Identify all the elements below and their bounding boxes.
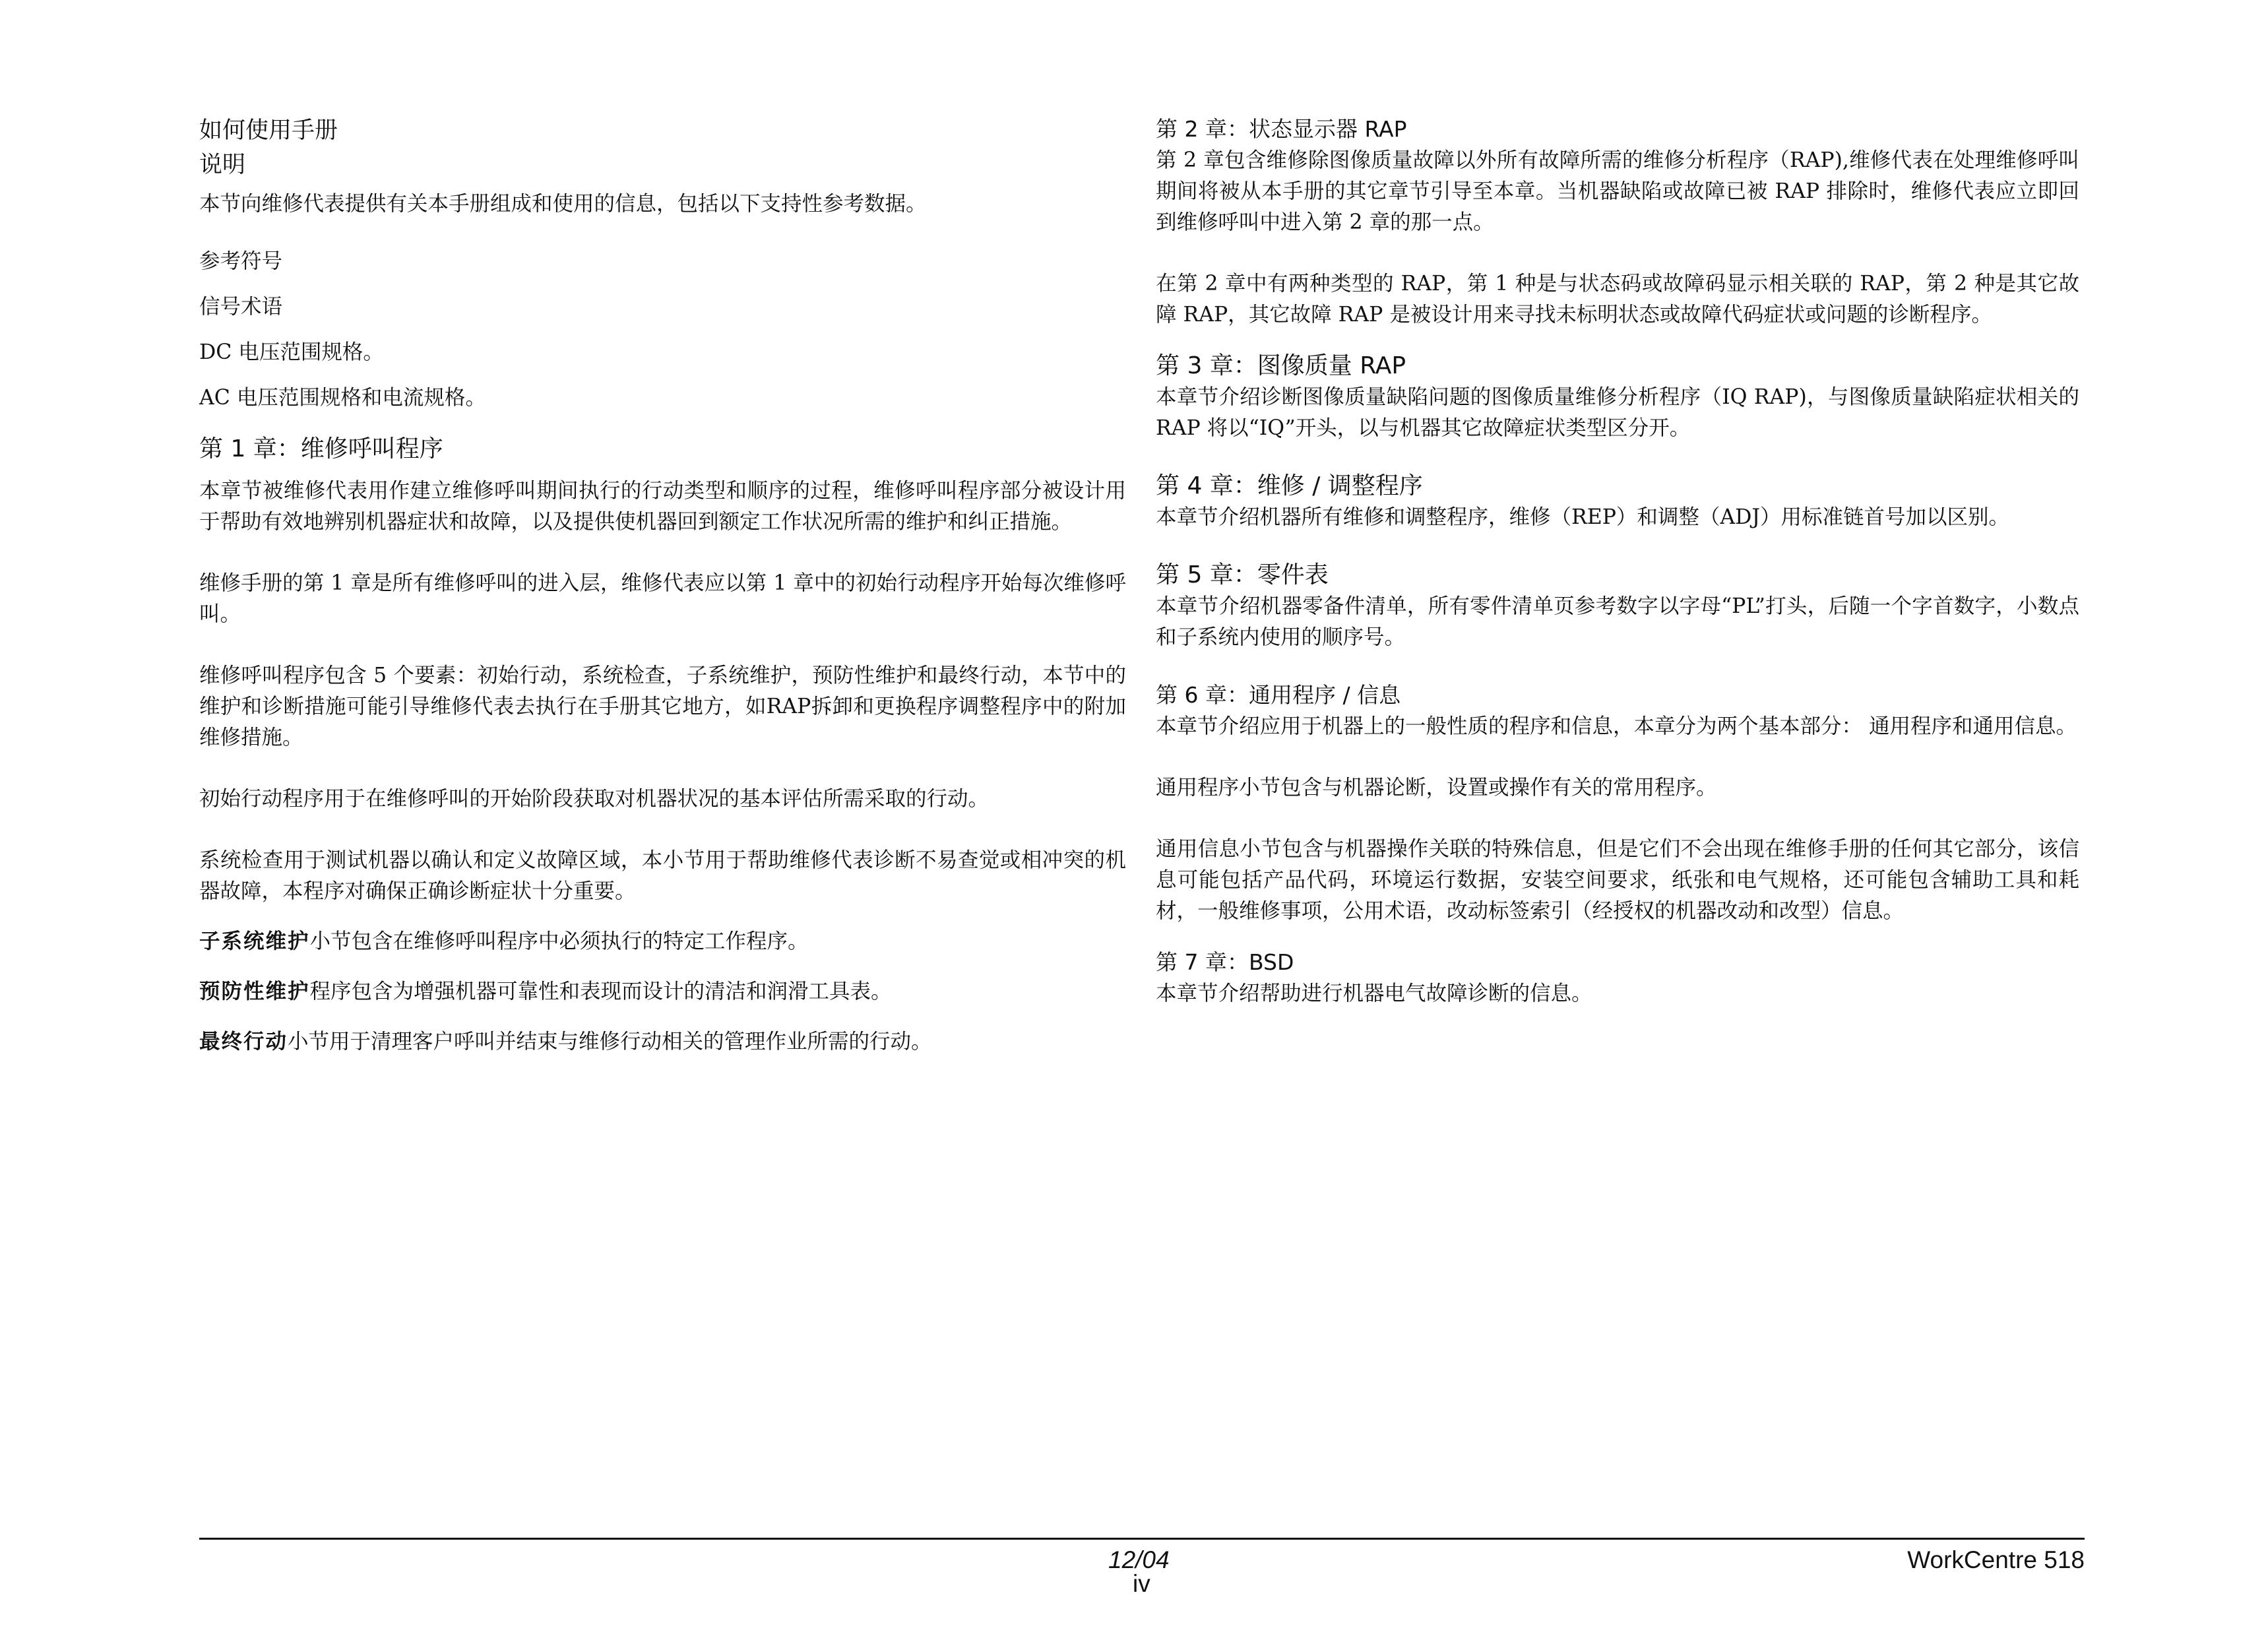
page-subtitle: 说明	[199, 152, 246, 178]
chapter-7-heading: 第 7 章：BSD	[1156, 949, 1294, 975]
chapter-6-paragraph: 通用程序小节包含与机器论断，设置或操作有关的常用程序。	[1156, 776, 1717, 800]
chapter-1-paragraph: 维修呼叫程序包含 5 个要素：初始行动，系统检查，子系统维护，预防性维护和最终行动，本节中的维护和诊断措施可能引导维修代表去执行在手册其它地方，如RAP拆卸和更换程序调整程序中的附加维修措施。	[199, 664, 1126, 749]
footer-date: 12/04	[1108, 1546, 1170, 1573]
product-model: WorkCentre 518	[1907, 1546, 2085, 1573]
chapter-4-paragraph: 本章节介绍机器所有维修和调整程序，维修（REP）和调整（ADJ）用标准链首号加以区别。	[1156, 505, 2010, 529]
chapter-2-heading: 第 2 章：状态显示器 RAP	[1156, 116, 1407, 142]
reference-item: AC 电压范围规格和电流规格。	[199, 386, 486, 410]
page-title: 如何使用手册	[199, 117, 338, 144]
chapter-3-paragraph: 本章节介绍诊断图像质量缺陷问题的图像质量维修分析程序（IQ RAP)，与图像质量缺陷症状相关的 RAP 将以“IQ”开头，以与机器其它故障症状类型区分开。	[1156, 385, 2079, 440]
chapter-1-paragraph: 维修手册的第 1 章是所有维修呼叫的进入层，维修代表应以第 1 章中的初始行动程序开始每次维修呼叫。	[199, 571, 1126, 626]
left-column	[199, 113, 1126, 1057]
chapter-1-paragraph: 本章节被维修代表用作建立维修呼叫期间执行的行动类型和顺序的过程，维修呼叫程序部分被设计用于帮助有效地辨别机器症状和故障，以及提供使机器回到额定工作状况所需的维护和纠正措施。	[199, 479, 1126, 534]
bold-term: 子系统维护	[199, 929, 310, 953]
right-column	[1156, 113, 2079, 1009]
footer-divider	[199, 1538, 2085, 1540]
subsystem-maintenance-paragraph: 子系统维护小节包含在维修呼叫程序中必须执行的特定工作程序。	[199, 929, 809, 953]
chapter-2-paragraph: 在第 2 章中有两种类型的 RAP，第 1 种是与状态码或故障码显示相关联的 RAP，第 2 种是其它故障 RAP，其它故障 RAP 是被设计用来寻找未标明状态或故障代码症状或问题的诊断程序。	[1156, 272, 2079, 327]
chapter-6-heading: 第 6 章：通用程序 / 信息	[1156, 682, 1401, 708]
chapter-2-paragraph: 第 2 章包含维修除图像质量故障以外所有故障所需的维修分析程序（RAP),维修代表在处理维修呼叫期间将被从本手册的其它章节引导至本章。当机器缺陷或故障已被 RAP 排除时，维修代表应立即回到维修呼叫中进入第 2 章的那一点。	[1156, 148, 2079, 234]
final-action-paragraph: 最终行动小节用于清理客户呼叫并结束与维修行动相关的管理作业所需的行动。	[199, 1029, 932, 1054]
chapter-3-heading: 第 3 章：图像质量 RAP	[1156, 352, 1406, 379]
bold-term: 预防性维护	[199, 979, 310, 1003]
reference-item: 参考符号	[199, 249, 283, 273]
chapter-6-paragraph: 本章节介绍应用于机器上的一般性质的程序和信息，本章分为两个基本部分： 通用程序和通用信息。	[1156, 714, 2077, 738]
reference-item: 信号术语	[199, 295, 283, 319]
chapter-5-paragraph: 本章节介绍机器零备件清单，所有零件清单页参考数字以字母“PL”打头，后随一个字首数字，小数点和子系统内使用的顺序号。	[1156, 594, 2079, 649]
page-number: iv	[1133, 1570, 1150, 1597]
chapter-1-paragraph: 系统检查用于测试机器以确认和定义故障区域，本小节用于帮助维修代表诊断不易查觉或相冲突的机器故障，本程序对确保正确诊断症状十分重要。	[199, 848, 1126, 903]
chapter-6-paragraph: 通用信息小节包含与机器操作关联的特殊信息，但是它们不会出现在维修手册的任何其它部分，该信息可能包括产品代码，环境运行数据，安装空间要求，纸张和电气规格，还可能包含辅助工具和耗材，一般维修事项，公用术语，改动标签索引（经授权的机器改动和改型）信息。	[1156, 837, 2079, 923]
chapter-5-heading: 第 5 章：零件表	[1156, 561, 1329, 588]
chapter-1-paragraph: 初始行动程序用于在维修呼叫的开始阶段获取对机器状况的基本评估所需采取的行动。	[199, 787, 990, 811]
chapter-4-heading: 第 4 章：维修 / 调整程序	[1156, 472, 1423, 499]
intro-paragraph: 本节向维修代表提供有关本手册组成和使用的信息，包括以下支持性参考数据。	[199, 192, 927, 216]
preventive-maintenance-paragraph: 预防性维护程序包含为增强机器可靠性和表现而设计的清洁和润滑工具表。	[199, 979, 892, 1003]
chapter-7-paragraph: 本章节介绍帮助进行机器电气故障诊断的信息。	[1156, 982, 1592, 1005]
reference-item: DC 电压范围规格。	[199, 340, 384, 364]
bold-term: 最终行动	[199, 1029, 288, 1054]
chapter-1-heading: 第 1 章：维修呼叫程序	[199, 435, 443, 462]
